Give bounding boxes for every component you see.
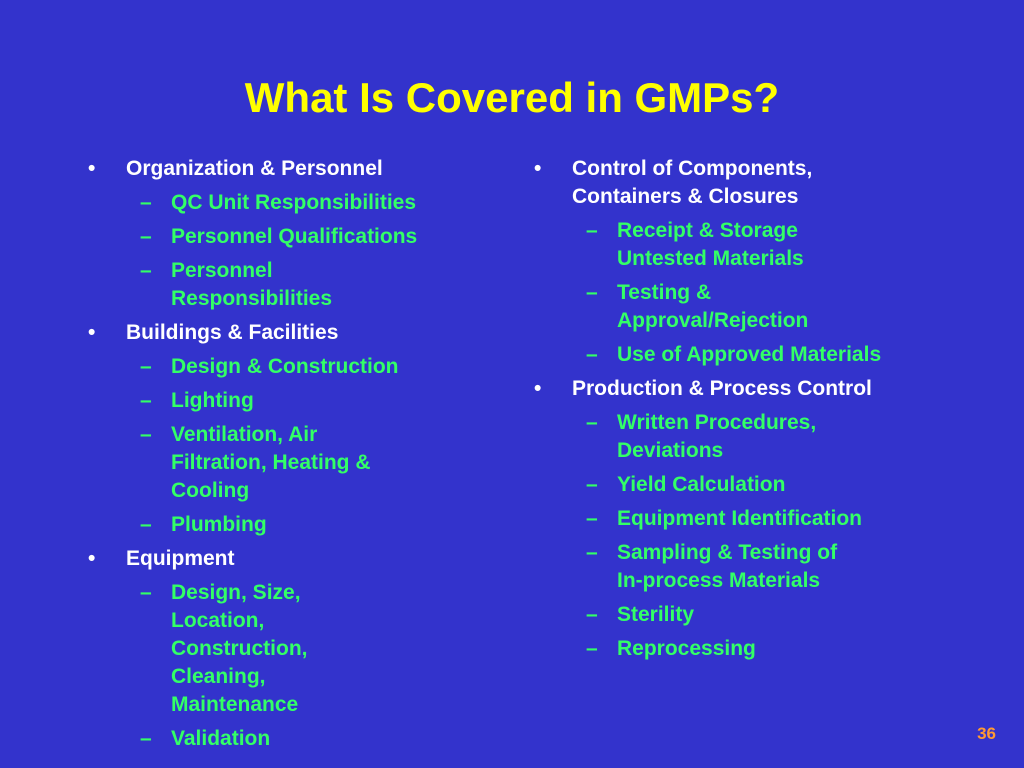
section-heading bbox=[88, 319, 508, 347]
dash-icon: – bbox=[140, 581, 152, 604]
dash-icon: – bbox=[140, 727, 152, 750]
list-item bbox=[534, 539, 842, 595]
dash-icon: – bbox=[586, 507, 598, 530]
list-item bbox=[88, 511, 508, 539]
slide-title: What Is Covered in GMPs? bbox=[244, 74, 780, 121]
list-item bbox=[534, 279, 852, 335]
section-heading bbox=[534, 375, 964, 403]
list-item bbox=[534, 635, 964, 663]
section-label: Buildings & Facilities bbox=[126, 321, 339, 344]
dash-icon: – bbox=[586, 541, 598, 564]
right-column bbox=[534, 155, 964, 669]
list-item bbox=[88, 189, 508, 217]
dash-icon: – bbox=[140, 355, 152, 378]
dash-icon: – bbox=[586, 603, 598, 626]
dash-icon: – bbox=[140, 513, 152, 536]
dash-icon: – bbox=[586, 473, 598, 496]
list-item bbox=[88, 421, 401, 505]
list-item-label: Ventilation, Air Filtration, Heating & Cooling bbox=[171, 423, 371, 502]
list-item bbox=[534, 601, 964, 629]
list-item-label: Personnel Responsibilities bbox=[171, 259, 333, 310]
list-item-label: Use of Approved Materials bbox=[617, 343, 882, 366]
section-label: Equipment bbox=[126, 547, 235, 570]
dash-icon: – bbox=[586, 281, 598, 304]
dash-icon: – bbox=[140, 225, 152, 248]
section-heading bbox=[88, 545, 508, 573]
dash-icon: – bbox=[140, 191, 152, 214]
section-label: Control of Components, Containers & Closures bbox=[572, 157, 813, 208]
list-item-label: Design & Construction bbox=[171, 355, 399, 378]
bullet-icon: • bbox=[88, 321, 96, 344]
list-item-label: Design, Size, Location, Construction, Cleaning, Maintenance bbox=[171, 581, 308, 716]
list-item-label: Validation bbox=[171, 727, 271, 750]
bullet-icon: • bbox=[88, 157, 96, 180]
section-label: Production & Process Control bbox=[572, 377, 872, 400]
list-item-label: Plumbing bbox=[171, 513, 267, 536]
dash-icon: – bbox=[586, 343, 598, 366]
list-item bbox=[88, 579, 386, 719]
list-item-label: Written Procedures, Deviations bbox=[617, 411, 817, 462]
list-item-label: Lighting bbox=[171, 389, 254, 412]
list-item-label: Equipment Identification bbox=[617, 507, 862, 530]
list-item-label: Testing & Approval/Rejection bbox=[617, 281, 809, 332]
section-heading bbox=[534, 155, 862, 211]
bullet-icon: • bbox=[534, 157, 542, 180]
dash-icon: – bbox=[140, 423, 152, 446]
list-item bbox=[534, 217, 847, 273]
list-item bbox=[88, 387, 508, 415]
bullet-icon: • bbox=[88, 547, 96, 570]
dash-icon: – bbox=[586, 411, 598, 434]
dash-icon: – bbox=[586, 637, 598, 660]
list-item-label: Sterility bbox=[617, 603, 695, 626]
section-heading bbox=[88, 155, 508, 183]
list-item bbox=[88, 725, 508, 753]
list-item-label: Yield Calculation bbox=[617, 473, 786, 496]
list-item bbox=[534, 505, 964, 533]
left-column bbox=[88, 155, 508, 759]
list-item-label: Sampling & Testing of In-process Materials bbox=[617, 541, 838, 592]
list-item bbox=[534, 341, 964, 369]
page-number: 36 bbox=[977, 724, 996, 743]
dash-icon: – bbox=[140, 389, 152, 412]
list-item bbox=[88, 353, 508, 381]
dash-icon: – bbox=[586, 219, 598, 242]
list-item bbox=[88, 223, 508, 251]
list-item-label: Receipt & Storage Untested Materials bbox=[617, 219, 804, 270]
list-item bbox=[534, 409, 862, 465]
list-item-label: QC Unit Responsibilities bbox=[171, 191, 417, 214]
section-label: Organization & Personnel bbox=[126, 157, 383, 180]
list-item-label: Reprocessing bbox=[617, 637, 756, 660]
dash-icon: – bbox=[140, 259, 152, 282]
list-item bbox=[534, 471, 964, 499]
bullet-icon: • bbox=[534, 377, 542, 400]
list-item bbox=[88, 257, 371, 313]
list-item-label: Personnel Qualifications bbox=[171, 225, 418, 248]
